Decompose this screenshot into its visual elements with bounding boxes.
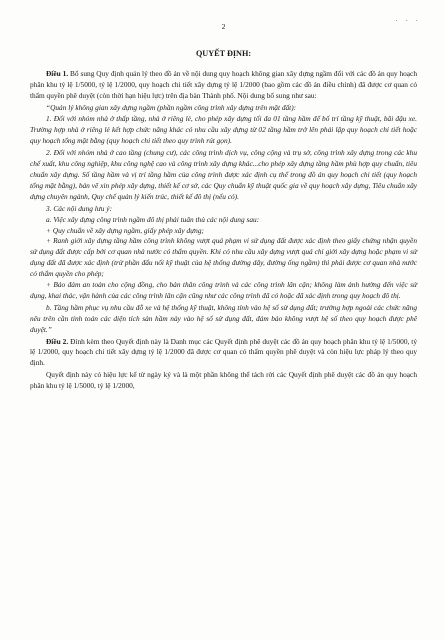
item-2: 2. Đối với nhóm nhà ở cao tầng (chung cư), các công trình dịch vụ, công cộng và trụ sở, công trình xây dựng trong các khu chế xuất, khu công nghiệp, khu công nghệ cao và công trình xây dựng khác...cho phép xây dựng tầng hầm phù hợp quy chuẩn, tiêu chuẩn xây dựng. Số tầng hầm và vị trí tầng hầm của công trình được xác định cụ thể trong đồ án quy hoạch chi tiết (quy hoạch tổng mặt bằng), bản vẽ xin phép xây dựng, thiết kế cơ sở, các Quy chuẩn kỹ thuật quốc gia về quy hoạch xây dựng, Tiêu chuẩn xây dựng chuyên ngành, Quy chế quản lý kiến trúc, thiết kế đô thị (nếu có). bbox=[30, 148, 417, 201]
article-2 bbox=[30, 337, 417, 370]
article-2-label: Điều 2. bbox=[46, 336, 69, 346]
article-1-intro bbox=[30, 69, 417, 102]
item-3a-2: + Ranh giới xây dựng tầng hầm công trình không vượt quá phạm vi sử dụng đất được xác định theo giấy chứng nhận quyền sử dụng đất được cấp bởi cơ quan nhà nước có thẩm quyền. Khi có nhu cầu xây dựng vượt quá chỉ giới xây dựng hoặc phạm vi sử dụng đất đã được xác định (trừ phần đấu nối kỹ thuật của hệ thống đường dây, đường ống ngầm) thì phải được cơ quan nhà nước có thẩm quyền cho phép; bbox=[30, 236, 417, 279]
quote-heading: “Quản lý không gian xây dựng ngầm (phần ngầm công trình xây dựng trên mặt đất): bbox=[46, 102, 297, 112]
article-1-text: Bổ sung Quy định quản lý theo đồ án về nội dung quy hoạch không gian xây dựng ngầm đối với các đồ án quy hoạch phân khu tỷ lệ 1/5000, tỷ lệ 1/2000, quy hoạch chi tiết xây dựng tỷ lệ 1/2000 (bao gồm các đồ án điều chỉnh) đã được cơ quan có thẩm quyền phê duyệt (còn thời hạn hiệu lực) trên địa bàn Thành phố. Nội dung bổ sung như sau: bbox=[30, 68, 417, 100]
section-title: QUYẾT ĐỊNH: bbox=[195, 48, 252, 58]
article-2-text: Đính kèm theo Quyết định này là Danh mục các Quyết định phê duyệt các đồ án quy hoạch phân khu tỷ lệ 1/5000, tỷ lệ 1/2000, quy hoạch chi tiết xây dựng tỷ lệ 1/2000 đã được cơ quan có thẩm quyền phê duyệt và còn hiệu lực pháp lý theo quy định. bbox=[30, 336, 418, 368]
item-3: 3. Các nội dung lưu ý: bbox=[46, 203, 113, 213]
page-number: 2 bbox=[221, 22, 226, 31]
item-1: 1. Đối với nhóm nhà ở thấp tầng, nhà ở riêng lẻ, cho phép xây dựng tối đa 01 tầng hầm để bố trí tầng kỹ thuật, bãi đậu xe. Trường hợp nhà ở riêng lẻ kết hợp chức năng khác có nhu cầu xây dựng từ 02 tầng hầm trở lên phải lập quy hoạch chi tiết hoặc quy hoạch tổng mặt bằng (quy hoạch chi tiết theo quy trình rút gọn). bbox=[30, 114, 417, 146]
article-1-label: Điều 1. bbox=[46, 68, 69, 78]
item-3a: a. Việc xây dựng công trình ngầm đô thị phải tuân thủ các nội dung sau: bbox=[46, 214, 260, 224]
effectivity-paragraph: Quyết định này có hiệu lực kể từ ngày ký và là một phần không thể tách rời các Quyết định phê duyệt các đồ án quy hoạch phân khu tỷ lệ 1/5000, tỷ lệ 1/2000, bbox=[30, 370, 417, 391]
item-3b: b. Tầng hầm phục vụ nhu cầu đỗ xe và hệ thống kỹ thuật, không tính vào hệ số sử dụng đất; trường hợp ngoài các chức năng nêu trên cần tính toán các diện tích sàn hầm này vào hệ số sử dụng đất, đảm bảo không vượt hệ số theo quy hoạch được phê duyệt.” bbox=[30, 302, 417, 334]
scan-marks: · · · bbox=[395, 17, 421, 25]
item-3a-3: + Bảo đảm an toàn cho cộng đồng, cho bản thân công trình và các công trình lân cận; không làm ảnh hưởng đến việc sử dụng, khai thác, vận hành của các công trình lân cận cũng như các công trình đã có hoặc đã xác định trong quy hoạch đô thị. bbox=[30, 280, 417, 300]
item-3a-1: + Quy chuẩn về xây dựng ngầm, giấy phép xây dựng; bbox=[46, 225, 204, 235]
